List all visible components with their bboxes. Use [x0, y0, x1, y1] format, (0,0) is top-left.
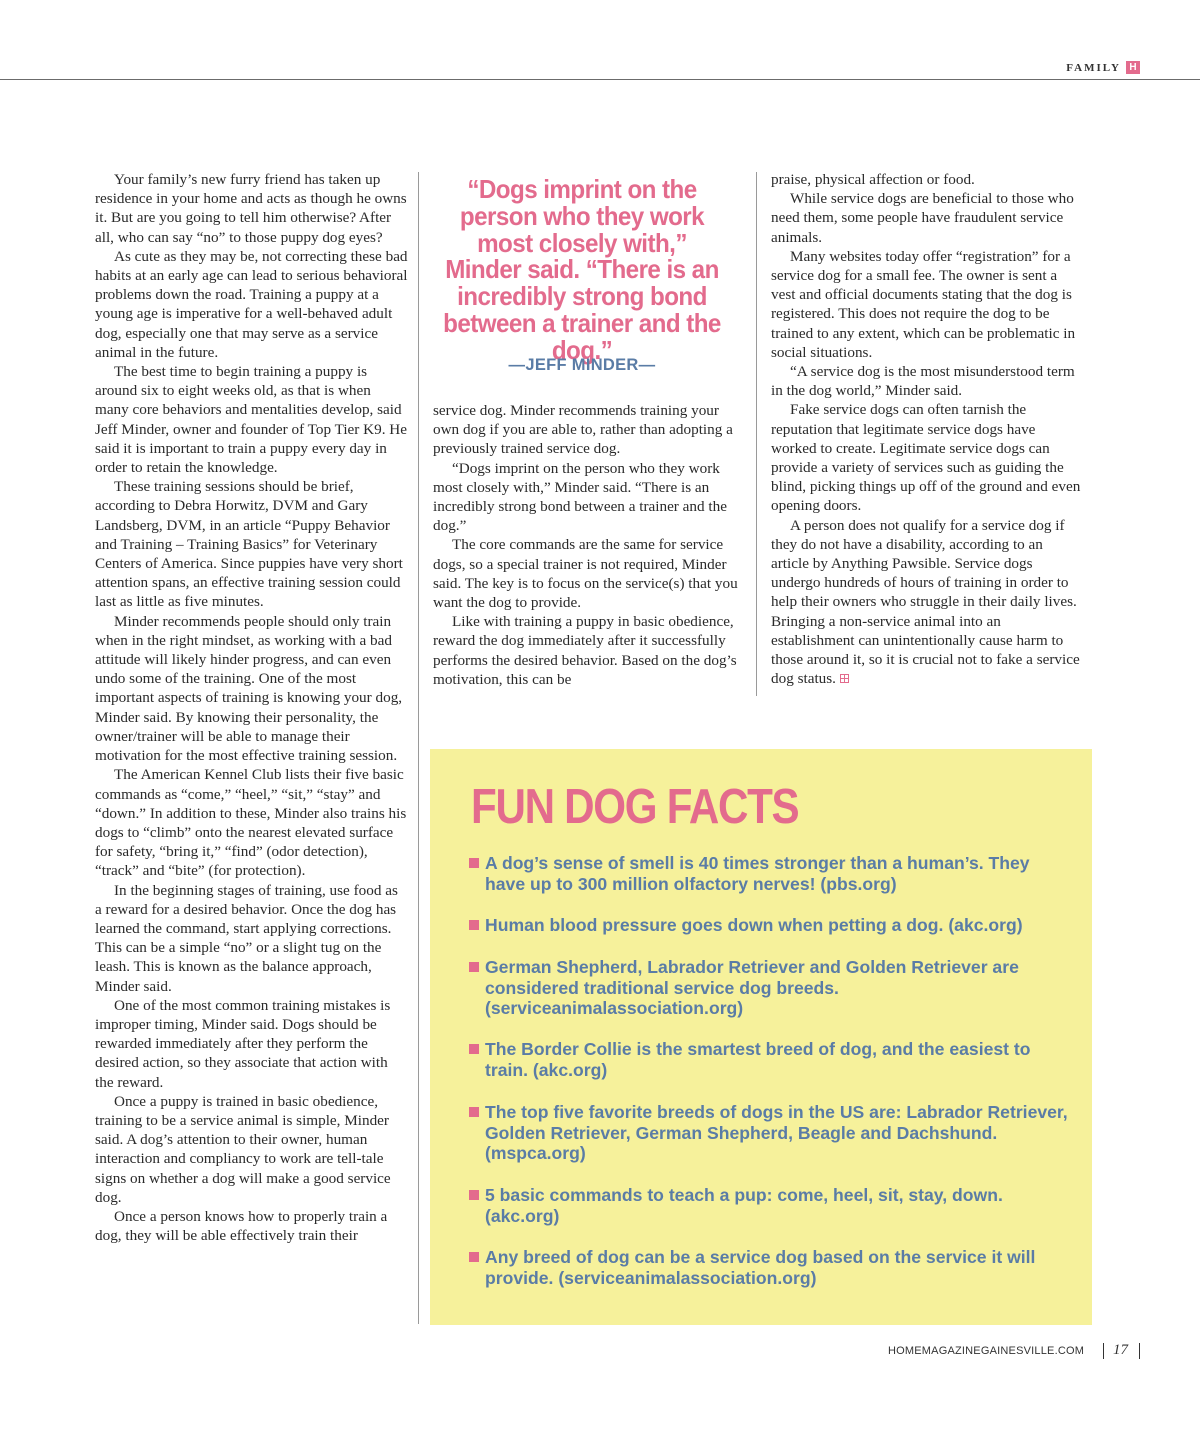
square-bullet-icon: [469, 962, 479, 972]
square-bullet-icon: [469, 858, 479, 868]
fact-item: [469, 915, 1069, 936]
article-column-1: [95, 170, 408, 1245]
paragraph: One of the most common training mistakes is improper timing, Minder said. Dogs should be rewarded immediately after they perform the desired action, so they associate that action with the reward.: [95, 996, 391, 1091]
fact-text: 5 basic commands to teach a pup: come, heel, sit, stay, down. (akc.org): [485, 1185, 1003, 1226]
pull-quote: “Dogs imprint on the person who they work most closely with,” Minder said. “There is an incredibly strong bond between a trainer and the dog.”: [443, 174, 721, 365]
square-bullet-icon: [469, 920, 479, 930]
fact-item: [469, 957, 1069, 1019]
footer-website: HOMEMAGAZINEGAINESVILLE.COM: [888, 1345, 1085, 1357]
square-bullet-icon: [469, 1252, 479, 1262]
fun-facts-title: FUN DOG FACTS: [471, 780, 799, 834]
section-name: FAMILY: [1066, 61, 1121, 74]
fact-text: Any breed of dog can be a service dog based on the service it will provide. (serviceanimalassociation.org): [485, 1247, 1036, 1288]
paragraph: Once a person knows how to properly train a dog, they will be able effectively train their: [95, 1207, 388, 1245]
paragraph: These training sessions should be brief, according to Debra Horwitz, DVM and Gary Landsberg, DVM, in an article “Puppy Behavior and Training – Training Basics” for Veterinary Centers of America. Since puppies have very short attention spans, an effective training session could last as little as five minutes.: [95, 478, 403, 611]
paragraph-text: A person does not qualify for a service dog if they do not have a disability, according to an article by Anything Pawsible. Service dogs undergo hundreds of hours of training in order to help their owners who struggle in their daily lives. Bringing a non-service animal into an establishment can unintentionally cause harm to those around it, so it is crucial not to fake a service dog status.: [771, 516, 1080, 688]
paragraph: Many websites today offer “registration” for a service dog for a small fee. The owner is sent a vest and official documents stating that the dog is registered. This does not require the dog to be trained to any extent, which can be problematic in social situations.: [771, 247, 1076, 361]
paragraph: The core commands are the same for service dogs, so a special trainer is not required, Minder said. The key is to focus on the service(s) that you want the dog to provide.: [433, 536, 738, 612]
square-bullet-icon: [469, 1107, 479, 1117]
home-logo-icon: H: [1126, 61, 1140, 74]
page-number: 17: [1113, 1342, 1128, 1358]
square-bullet-icon: [469, 1044, 479, 1054]
article-column-3: [771, 170, 1082, 688]
fact-text: A dog’s sense of smell is 40 times stronger than a human’s. They have up to 300 million olfactory nerves! (pbs.org): [485, 853, 1030, 894]
fact-item: [469, 1102, 1069, 1164]
fact-item: [469, 1039, 1069, 1080]
fact-text: Human blood pressure goes down when petting a dog. (akc.org): [485, 915, 1023, 935]
paragraph: Minder recommends people should only train when in the right mindset, as working with a bad attitude will likely hinder progress, and can even undo some of the training. One of the most important aspects of training is knowing your dog, Minder said. By knowing their personality, the owner/trainer will be able to manage their motivation for the most effective training session.: [95, 612, 403, 765]
footer-divider: [1139, 1343, 1140, 1359]
footer-divider: [1103, 1343, 1104, 1359]
paragraph: The American Kennel Club lists their five basic commands as “come,” “heel,” “sit,” “stay” and “down.” In addition to these, Minder also trains his dogs to “climb” onto the nearest elevated surface for safety, “bring it,” “find” (odor detection), “track” and “bite” (for protection).: [95, 766, 407, 880]
fun-facts-box: [430, 749, 1092, 1325]
column-divider: [756, 172, 757, 696]
section-label: [1066, 61, 1140, 74]
pull-quote-author: —JEFF MINDER—: [508, 356, 656, 374]
fact-item: [469, 1247, 1069, 1288]
square-bullet-icon: [469, 1190, 479, 1200]
paragraph: Your family’s new furry friend has taken up residence in your home and acts as though he owns it. But are you going to tell him otherwise? After all, who can say “no” to those puppy dog eyes?: [95, 171, 407, 246]
paragraph: In the beginning stages of training, use food as a reward for a desired behavior. Once the dog has learned the command, start applying corrections. This can be a simple “no” or a slight tug on the leash. This is known as the balance approach, Minder said.: [95, 881, 398, 995]
paragraph: praise, physical affection or food.: [771, 171, 975, 188]
paragraph: service dog. Minder recommends training your own dog if you are able to, rather than adopting a previously trained service dog.: [433, 402, 733, 458]
paragraph: The best time to begin training a puppy is around six to eight weeks old, as that is when many core behaviors and mentalities develop, said Jeff Minder, owner and founder of Top Tier K9. He said it is important to train a puppy every day in order to retain the knowledge.: [95, 363, 408, 477]
paragraph: [771, 516, 1082, 689]
fact-text: The top five favorite breeds of dogs in the US are: Labrador Retriever, Golden Retriever, German Shepherd, Beagle and Dachshund. (mspca.org): [485, 1102, 1068, 1164]
fact-item: [469, 853, 1069, 894]
paragraph: “A service dog is the most misunderstood term in the dog world,” Minder said.: [771, 363, 1075, 400]
paragraph: “Dogs imprint on the person who they work most closely with,” Minder said. “There is an incredibly strong bond between a trainer and the dog.”: [433, 459, 727, 535]
end-mark-icon: [840, 674, 849, 683]
paragraph: While service dogs are beneficial to those who need them, some people have fraudulent service animals.: [771, 190, 1074, 246]
fact-text: German Shepherd, Labrador Retriever and Golden Retriever are considered traditional service dog breeds. (serviceanimalassociation.org): [485, 957, 1019, 1019]
fact-text: The Border Collie is the smartest breed of dog, and the easiest to train. (akc.org): [485, 1039, 1031, 1080]
paragraph: Fake service dogs can often tarnish the reputation that legitimate service dogs have worked to create. Legitimate service dogs can provide a variety of services such as guiding the blind, picking things up off of the ground and even opening doors.: [771, 401, 1081, 515]
article-column-2: [433, 401, 744, 689]
paragraph: Once a puppy is trained in basic obedience, training to be a service animal is simple, Minder said. A dog’s attention to their owner, human interaction and compliancy to work are tell-tale signs on whether a dog will make a good service dog.: [95, 1092, 391, 1206]
fact-item: [469, 1185, 1069, 1226]
paragraph: As cute as they may be, not correcting these bad habits at an early age can lead to serious behavioral problems down the road. Training a puppy at a young age is imperative for a well-behaved adult dog, especially one that may serve as a service animal in the future.: [95, 247, 408, 361]
column-divider: [418, 172, 419, 1324]
paragraph: Like with training a puppy in basic obedience, reward the dog immediately after it successfully performs the desired behavior. Based on the dog’s motivation, this can be: [433, 613, 737, 688]
header-rule: [0, 79, 1200, 80]
